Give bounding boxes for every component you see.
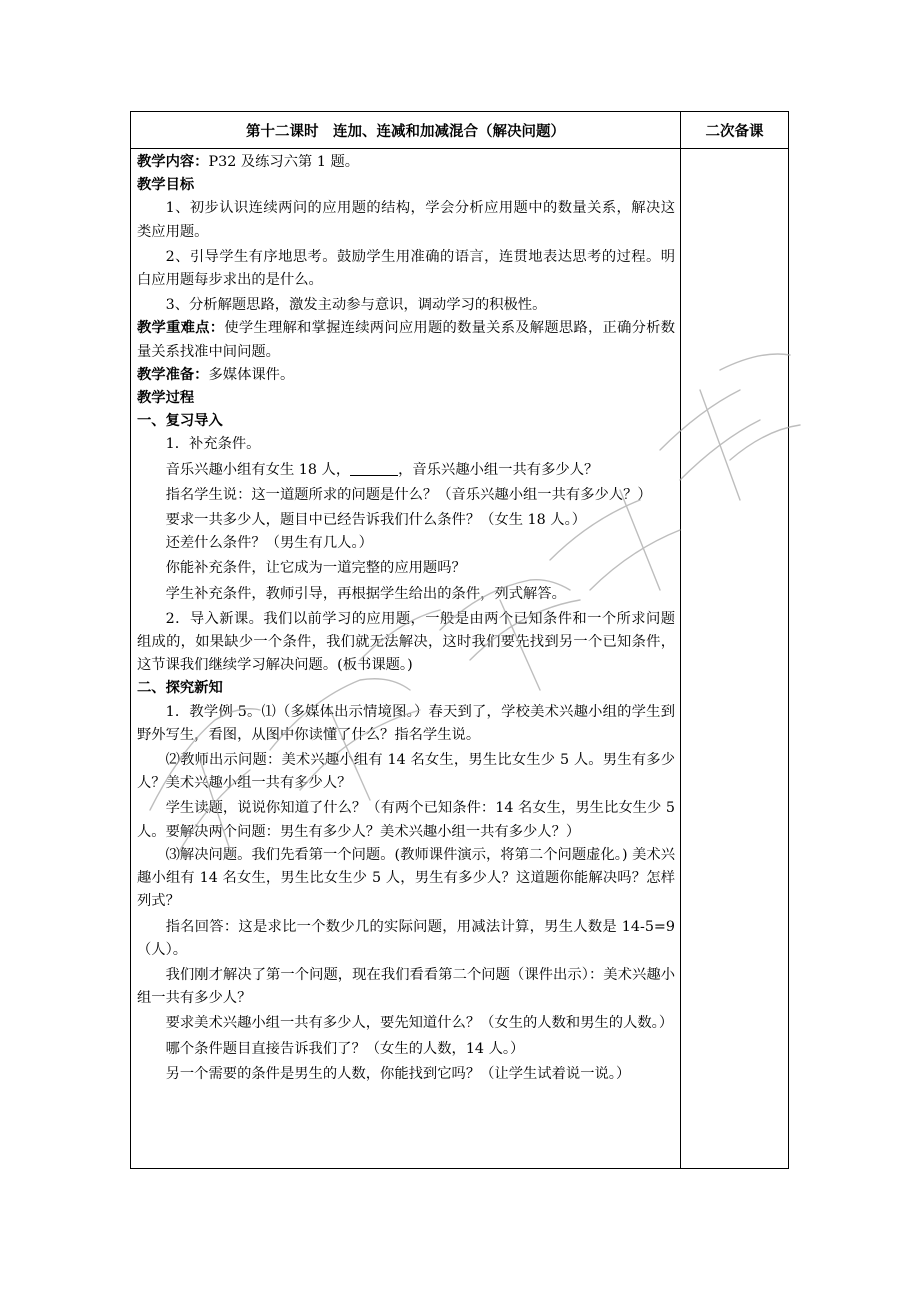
paragraph-26: 哪个条件题目直接告诉我们了？（女生的人数，14 人。） — [165, 1040, 525, 1057]
paragraph-14: 还差什么条件？（男生有几人。） — [165, 535, 373, 552]
key-points-text: 使学生理解和掌握连续两问应用题的数量关系及解题思路，正确分析数量关系找准中间问题。 — [137, 320, 676, 360]
problem-part-a: 音乐兴趣小组有女生 18 人， — [165, 461, 351, 478]
goal-1: 1、初步认识连续两问的应用题的结构，学会分析应用题中的数量关系，解决这类应用题。 — [137, 200, 675, 240]
paragraph-16: 学生补充条件，教师引导，再根据学生给出的条件，列式解答。 — [165, 585, 566, 602]
second-preparation-header: 二次备课 — [705, 122, 764, 140]
goal-3: 3、分析解题思路，激发主动参与意识，调动学习的积极性。 — [165, 297, 547, 314]
paragraph-17: 2．导入新课。我们以前学习的应用题，一般是由两个已知条件和一个所求问题组成的，如果缺少一个条件，我们就无法解决，这时我们要先找到另一个已知条件，这节课我们继续学习解决问题。(板书课题。) — [137, 610, 675, 674]
step-1-title: 1．补充条件。 — [165, 436, 261, 453]
paragraph-12: 指名学生说：这一道题所求的问题是什么？（音乐兴趣小组一共有多少人？） — [165, 486, 652, 503]
key-points-label: 教学重难点： — [137, 320, 225, 337]
lesson-title: 第十二课时 连加、连减和加减混合（解决问题） — [246, 122, 565, 140]
paragraph-13: 要求一共多少人，题目中已经告诉我们什么条件？（女生 18 人。） — [165, 512, 587, 529]
section-2-heading: 二、探究新知 — [137, 680, 223, 697]
column-divider — [680, 112, 681, 1168]
preparation-line — [137, 364, 675, 387]
teaching-content-label: 教学内容： — [137, 154, 209, 170]
lesson-content — [137, 151, 675, 1086]
paragraph-25: 要求美术兴趣小组一共有多少人，要先知道什么？（女生的人数和男生的人数。） — [165, 1015, 674, 1032]
header-row-divider — [131, 148, 788, 149]
paragraph-20: ⑵教师出示问题：美术兴趣小组有 14 名女生，男生比女生少 5 人。男生有多少人？美术兴趣小组一共有多少人？ — [137, 752, 675, 792]
key-points-line — [137, 317, 675, 363]
goal-2: 2、引导学生有序地思考。鼓励学生用准确的语言，连贯地表达思考的过程。明白应用题每步求出的是什么。 — [137, 248, 675, 289]
lesson-plan-table — [130, 111, 789, 1169]
paragraph-27: 另一个需要的条件是男生的人数，你能找到它吗？（让学生试着说一说。） — [165, 1065, 631, 1082]
teaching-content-line — [137, 151, 675, 174]
blank-line — [350, 461, 398, 476]
paragraph-24: 我们刚才解决了第一个问题，现在我们看看第二个问题（课件出示）：美术兴趣小组一共有多少人？ — [137, 966, 675, 1007]
preparation-text: 多媒体课件。 — [208, 366, 295, 383]
teaching-process-heading: 教学过程 — [137, 390, 195, 407]
preparation-label: 教学准备： — [137, 366, 209, 383]
paragraph-15: 你能补充条件，让它成为一道完整的应用题吗？ — [165, 560, 466, 577]
paragraph-19: 1．教学例 5。⑴（多媒体出示情境图。）春天到了，学校美术兴趣小组的学生到野外写生，看图，从图中你读懂了什么？指名学生说。 — [137, 703, 675, 743]
fill-in-problem — [137, 459, 675, 482]
section-1-heading: 一、复习导入 — [137, 413, 223, 430]
paragraph-22: ⑶解决问题。我们先看第一个问题。(教师课件演示，将第二个问题虚化。) 美术兴趣小组有 14 名女生，男生比女生少 5 人，男生有多少人？这道题你能解决吗？怎样列式？ — [137, 846, 675, 910]
paragraph-23: 指名回答：这是求比一个数少几的实际问题，用减法计算，男生人数是 14-5=9（人）。 — [137, 918, 675, 958]
teaching-goals-heading: 教学目标 — [137, 177, 195, 194]
problem-part-b: ，音乐兴趣小组一共有多少人？ — [398, 461, 599, 478]
paragraph-21: 学生读题，说说你知道了什么？（有两个已知条件：14 名女生，男生比女生少 5 人。要解决两个问题：男生有多少人？美术兴趣小组一共有多少人？） — [137, 800, 675, 840]
teaching-content-text: P32 及练习六第 1 题。 — [208, 154, 360, 170]
